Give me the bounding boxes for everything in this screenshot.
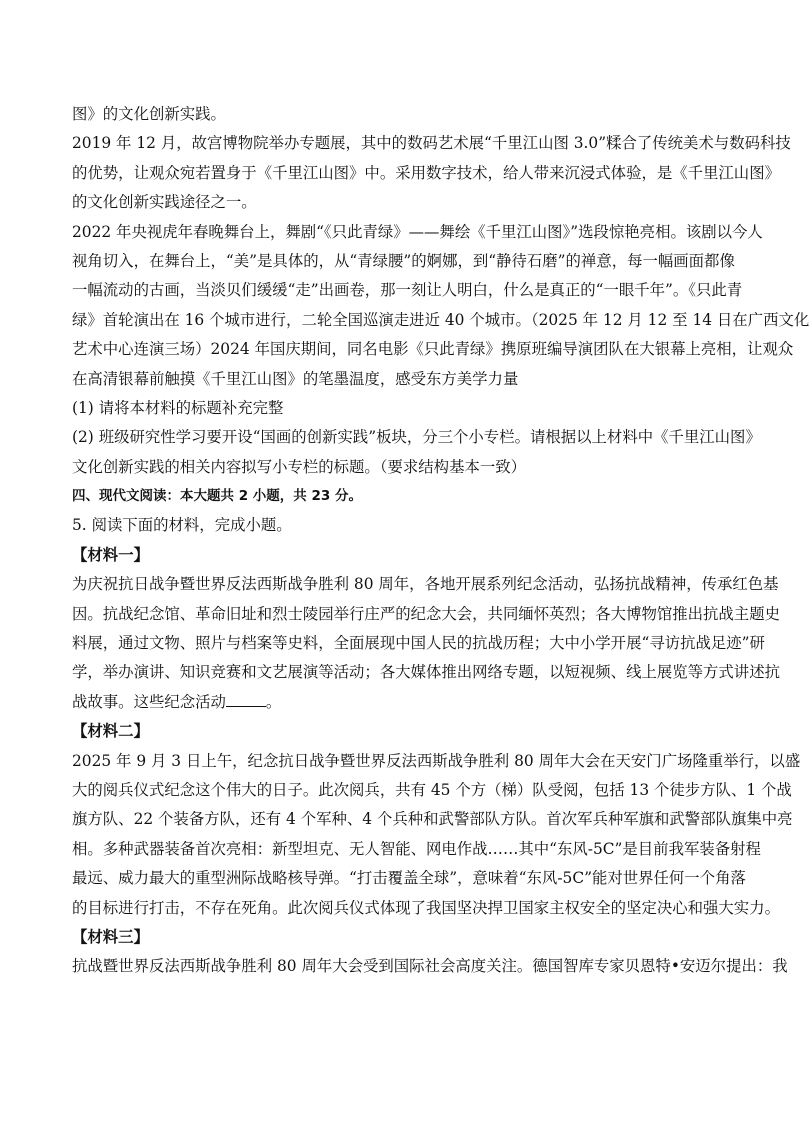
text-line: 的目标进行打击，不存在死角。此次阅兵仪式体现了我国坚决捍卫国家主权安全的坚定决心和强大实力。 — [72, 898, 780, 917]
question-line: (2) 班级研究性学习要开设“国画的创新实践”板块，分三个小专栏。请根据以上材料中《千里江山图》 — [72, 428, 761, 447]
material-heading: 【材料一】 — [72, 545, 149, 564]
text-line: 旗方队、22 个装备方队，还有 4 个军种、4 个兵种和武警部队方队。首次军兵种军旗和武警部队旗集中亮 — [72, 810, 793, 829]
text-line: 大的阅兵仪式纪念这个伟大的日子。此次阅兵，共有 45 个方（梯）队受阅，包括 13 个徒步方队、1 个战 — [72, 780, 792, 799]
text-segment: 。 — [265, 692, 282, 711]
text-line: 最远、威力最大的重型洲际战略核导弹。“打击覆盖全球”，意味着“东风-5C”能对世界任何一个角落 — [72, 869, 746, 888]
text-line: 视角切入，在舞台上，“美”是具体的，从“青绿腰”的婀娜，到“静待石磨”的禅意，每一幅画面都像 — [72, 251, 735, 270]
question-line: 5. 阅读下面的材料，完成小题。 — [72, 516, 292, 535]
text-line: 2019 年 12 月，故宫博物院举办专题展，其中的数码艺术展“千里江山图 3.0”糅合了传统美术与数码科技 — [72, 134, 791, 153]
text-segment: 战故事。这些纪念活动 — [72, 692, 226, 711]
material-heading: 【材料二】 — [72, 722, 149, 741]
text-line: 2025 年 9 月 3 日上午，纪念抗日战争暨世界反法西斯战争胜利 80 周年大会在天安门广场隆重举行，以盛 — [72, 751, 801, 770]
section-heading: 四、现代文阅读：本大题共 2 小题，共 23 分。 — [72, 488, 362, 505]
fill-in-blank — [226, 692, 266, 707]
text-line: 的优势，让观众宛若置身于《千里江山图》中。采用数字技术，给人带来沉浸式体验，是《千里江山图》 — [72, 163, 780, 182]
text-line: 抗战暨世界反法西斯战争胜利 80 周年大会受到国际社会高度关注。德国智库专家贝恩特•安迈尔提出：我 — [72, 957, 788, 976]
text-line: 在高清银幕前触摸《千里江山图》的笔墨温度，感受东方美学力量 — [72, 369, 519, 388]
text-line: 因。抗战纪念馆、革命旧址和烈士陵园举行庄严的纪念大会，共同缅怀英烈；各大博物馆推出抗战主题史 — [72, 604, 780, 623]
text-line: 的文化创新实践途径之一。 — [72, 193, 257, 212]
text-line: 为庆祝抗日战争暨世界反法西斯战争胜利 80 周年，各地开展系列纪念活动，弘扬抗战精神，传承红色基 — [72, 575, 779, 594]
text-line: 料展，通过文物、照片与档案等史料，全面展现中国人民的抗战历程；大中小学开展“寻访抗战足迹”研 — [72, 634, 765, 653]
text-line: 艺术中心连演三场）2024 年国庆期间，同名电影《只此青绿》携原班编导演团队在大银幕上亮相，让观众 — [72, 340, 794, 359]
text-line: 学，举办演讲、知识竞赛和文艺展演等活动；各大媒体推出网络专题，以短视频、线上展览等方式讲述抗 — [72, 663, 780, 682]
text-line: 一幅流动的古画，当淡贝们缓缓“走”出画卷，那一刻让人明白，什么是真正的“一眼千年”。《只此青 — [72, 281, 743, 300]
question-line: (1) 请将本材料的标题补充完整 — [72, 398, 284, 417]
text-line: 绿》首轮演出在 16 个城市进行，二轮全国巡演走进近 40 个城市。（2025 年 12 月 12 至 14 日在广西文化 — [72, 310, 809, 329]
text-line: 2022 年央视虎年春晚舞台上，舞剧“《只此青绿》——舞绘《千里江山图》”选段惊艳亮相。该剧以今人 — [72, 222, 763, 241]
material-heading: 【材料三】 — [72, 927, 149, 946]
text-line: 图》的文化创新实践。 — [72, 105, 226, 123]
text-line: 相。多种武器装备首次亮相：新型坦克、无人智能、网电作战……其中“东风-5C”是目前我军装备射程 — [72, 839, 761, 858]
question-line: 文化创新实践的相关内容拟写小专栏的标题。（要求结构基本一致） — [72, 457, 527, 476]
text-line-with-blank — [72, 688, 722, 717]
document-page — [72, 100, 809, 982]
